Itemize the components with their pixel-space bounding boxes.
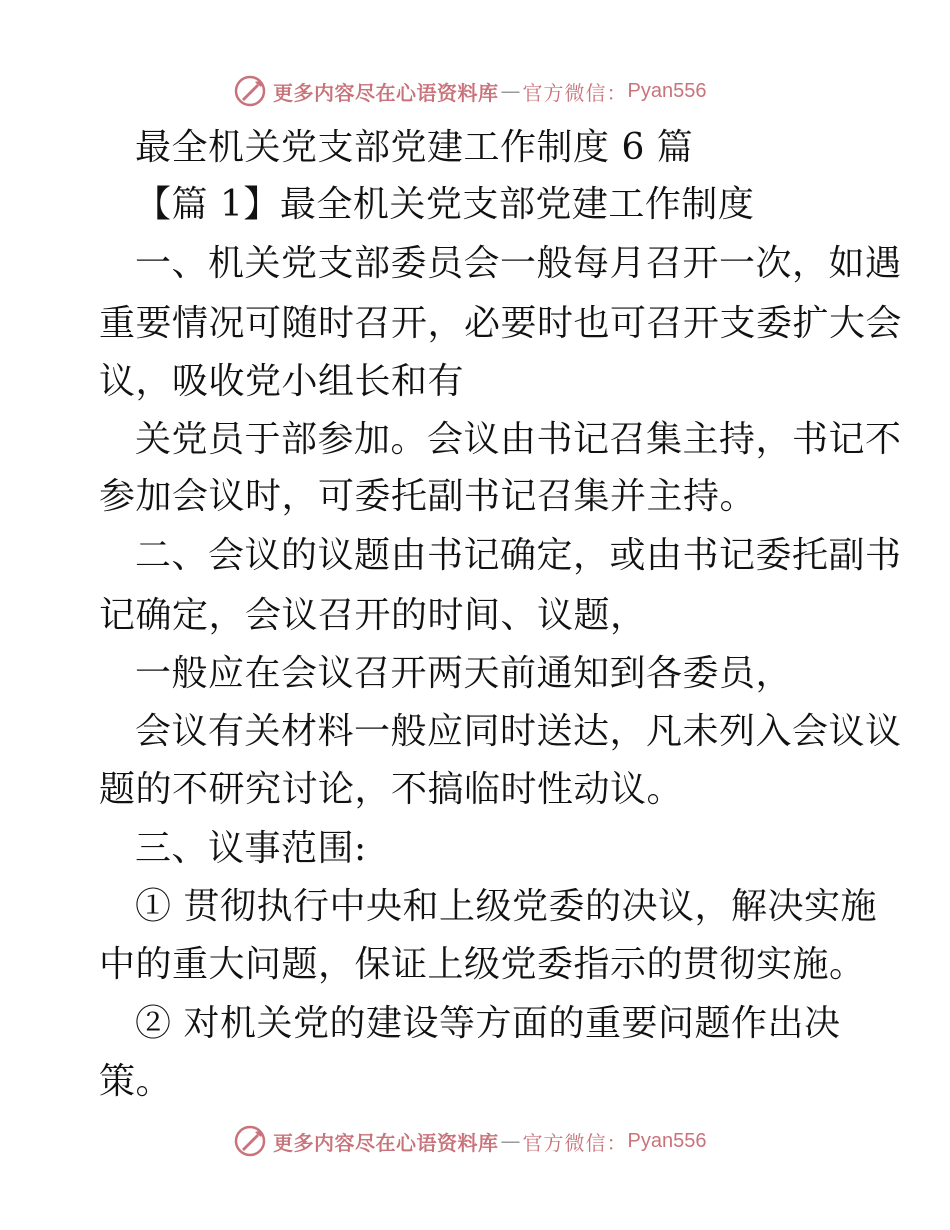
footer-watermark bbox=[233, 1124, 706, 1158]
paragraph-line: ① 贯彻执行中央和上级党委的决议，解决实施 bbox=[135, 886, 877, 927]
paragraph-line: ② 对机关党的建设等方面的重要问题作出决 bbox=[135, 1003, 841, 1044]
watermark-dash: — bbox=[500, 79, 521, 103]
watermark-sub-text: 官方微信： bbox=[522, 80, 628, 105]
quill-logo-icon bbox=[233, 1124, 267, 1158]
watermark-id: Pyan556 bbox=[627, 79, 707, 102]
paragraph-line: 一般应在会议召开两天前通知到各委员， bbox=[135, 653, 793, 694]
paragraph-line: 记确定，会议召开的时间、议题， bbox=[99, 595, 647, 636]
paragraph-line: 一、机关党支部委员会一般每月召开一次，如遇 bbox=[135, 243, 902, 284]
watermark-main-text: 更多内容尽在心语资料库 bbox=[273, 80, 499, 105]
watermark-sub-text: 官方微信： bbox=[522, 1130, 628, 1155]
quill-logo-icon bbox=[233, 74, 267, 108]
paragraph-line: 策。 bbox=[99, 1061, 173, 1102]
watermark-dash: — bbox=[500, 1129, 521, 1153]
paragraph-line: 议，吸收党小组长和有 bbox=[99, 361, 465, 402]
paragraph-line: 会议有关材料一般应同时送达，凡未列入会议议 bbox=[135, 711, 902, 752]
paragraph-line: 重要情况可随时召开，必要时也可召开支委扩大会 bbox=[99, 303, 903, 344]
section-heading: 【篇 1】最全机关党支部党建工作制度 bbox=[135, 184, 755, 225]
paragraph-line: 三、议事范围: bbox=[135, 828, 367, 869]
header-watermark bbox=[233, 74, 706, 108]
paragraph-line: 关党员于部参加。会议由书记召集主持，书记不 bbox=[135, 419, 902, 460]
paragraph-line: 题的不研究讨论，不搞临时性动议。 bbox=[99, 769, 684, 810]
paragraph-line: 参加会议时，可委托副书记召集并主持。 bbox=[99, 476, 757, 517]
document-title: 最全机关党支部党建工作制度 6 篇 bbox=[135, 127, 694, 168]
watermark-id: Pyan556 bbox=[627, 1129, 707, 1152]
paragraph-line: 二、会议的议题由书记确定，或由书记委托副书 bbox=[135, 535, 902, 576]
watermark-main-text: 更多内容尽在心语资料库 bbox=[273, 1130, 499, 1155]
paragraph-line: 中的重大问题，保证上级党委指示的贯彻实施。 bbox=[99, 944, 866, 985]
